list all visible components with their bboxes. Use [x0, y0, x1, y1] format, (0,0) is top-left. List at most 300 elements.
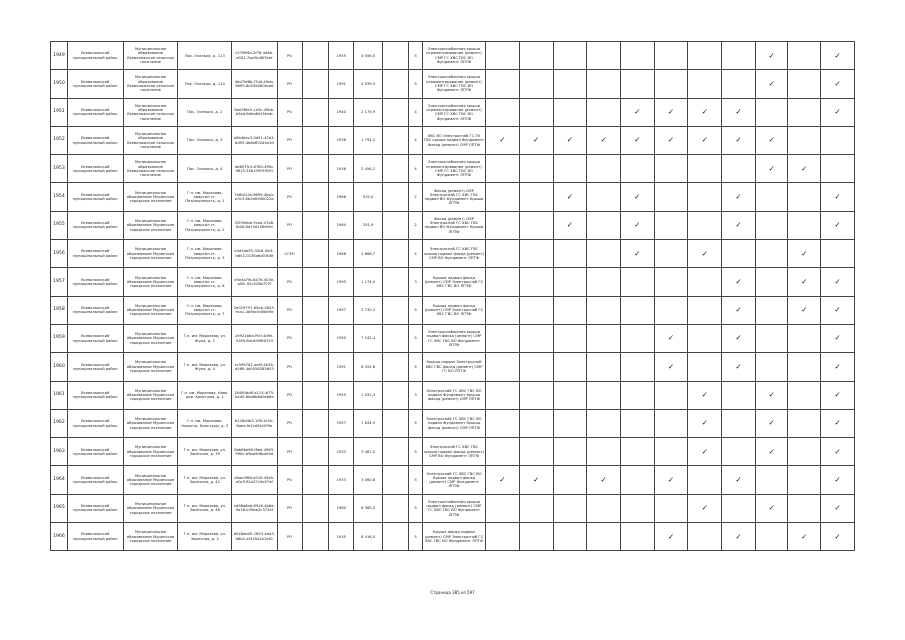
check-cell	[519, 42, 553, 70]
check-cell	[486, 240, 520, 268]
guid-cell: d0ae3f88-e918-49e5-a0c5-81a57c0e57af	[232, 466, 277, 494]
check-cell	[722, 183, 756, 211]
check-cell	[620, 126, 654, 154]
checkmark-icon: ✓	[834, 446, 841, 456]
checkmark-icon: ✓	[834, 503, 841, 513]
check-cell	[755, 268, 788, 296]
check-cell	[587, 296, 621, 324]
year-cell: 1940	[329, 98, 354, 126]
check-cell	[553, 42, 587, 70]
check-cell	[688, 523, 722, 551]
check-cell	[688, 98, 722, 126]
municipality-cell: Муниципальное образование Муринское городское поселение	[123, 324, 178, 352]
checkmark-icon: ✓	[834, 220, 841, 230]
row-number: 1954	[51, 183, 68, 211]
check-cell	[654, 240, 688, 268]
check-cell	[486, 466, 520, 494]
area-cell: 1 032,3	[354, 381, 382, 409]
row-number: 1951	[51, 98, 68, 126]
guid-cell: 8ab8be96-f6ea-4963-990c-b9ba9d8cde5d	[232, 438, 277, 466]
check-cell	[722, 438, 756, 466]
checkmark-icon: ✓	[701, 503, 708, 513]
table-row	[51, 438, 855, 466]
area-cell: 1 794,2	[354, 126, 382, 154]
check-cell	[654, 211, 688, 239]
check-cell	[688, 42, 722, 70]
area-cell: 6 365,0	[354, 494, 382, 522]
check-cell	[821, 42, 855, 70]
works-list-cell: ХВС ВО Электроснаб ГС ПУ ГВС крыша подвал Фундамент Фасад (ремонт) СМР ЛПТФ	[422, 126, 485, 154]
address-cell: Г.п. им. Морозова, квартал ст. Петрокрепость, д. 2	[178, 211, 232, 239]
checkmark-icon: ✓	[735, 135, 742, 145]
district-cell: Всеволожский муниципальный район	[67, 211, 123, 239]
year-cell: 1936	[329, 126, 354, 154]
municipality-cell: Муниципальное образование Муринское городское поселение	[123, 409, 178, 437]
year-cell: 1955	[329, 381, 354, 409]
checkmark-icon: ✓	[834, 50, 841, 60]
check-cell	[688, 211, 722, 239]
check-cell	[519, 523, 553, 551]
check-cell	[821, 466, 855, 494]
empty-cell	[302, 438, 328, 466]
table-row	[51, 296, 855, 324]
check-cell	[821, 409, 855, 437]
municipality-cell: Муниципальное образование Всеволожское сельское поселение	[123, 155, 178, 183]
check-cell	[620, 324, 654, 352]
check-cell	[620, 70, 654, 98]
works-list-cell: Электроснаб ГС ХВС ГВС крыша подвал фасад (ремонт) СМР ВО Фундамент ЛПТФ	[422, 240, 485, 268]
works-list-cell: Электроснаб ГС ХВС ГВС крыша подвал фасад (ремонт) СМР ВО Фундамент ЛПТФ	[422, 438, 485, 466]
checkmark-icon: ✓	[834, 191, 841, 201]
checkmark-icon: ✓	[701, 135, 708, 145]
ownership-form-cell: РО	[277, 268, 302, 296]
check-cell	[587, 42, 621, 70]
empty-cell	[302, 211, 328, 239]
empty-cell	[302, 324, 328, 352]
check-cell	[620, 296, 654, 324]
row-number: 1959	[51, 324, 68, 352]
floors-cell: 5	[409, 409, 423, 437]
address-cell: Г.п. им. Морозова, квартал ст. Петрокрепость, д. 7	[178, 296, 232, 324]
check-cell	[654, 155, 688, 183]
ownership-form-cell: РО	[277, 409, 302, 437]
works-list-cell: Электроснабжения крыши подвал фасад (ремонт) СМР ГС ХВС ГВС ВО Фундамент ЛПТФ	[422, 494, 485, 522]
year-cell: 1991	[329, 353, 354, 381]
check-cell	[486, 268, 520, 296]
ownership-form-cell: РО	[277, 98, 302, 126]
works-list-cell: Крыша подвал фасад (ремонт) СМР Электроснаб ГС ХВС ГВС ВО ЛПТФ	[422, 268, 485, 296]
check-cell	[821, 240, 855, 268]
empty-cell	[302, 240, 328, 268]
guid-cell: c27f8f4a-2f76-4d8b-a052-7aa3b48f5cef	[232, 42, 277, 70]
check-cell	[620, 240, 654, 268]
check-cell	[654, 353, 688, 381]
check-cell	[519, 381, 553, 409]
floors-cell: 5	[409, 42, 423, 70]
check-cell	[620, 155, 654, 183]
check-cell	[654, 494, 688, 522]
year-cell: 1935	[329, 523, 354, 551]
table-row	[51, 42, 855, 70]
table-row	[51, 466, 855, 494]
check-cell	[620, 211, 654, 239]
empty-cell	[302, 523, 328, 551]
address-cell: Г.п. им. Морозова, Ново-деи. Кристуры, д. 1	[178, 381, 232, 409]
row-number: 1965	[51, 494, 68, 522]
check-cell	[722, 98, 756, 126]
table-row	[51, 155, 855, 183]
district-cell: Всеволожский муниципальный район	[67, 240, 123, 268]
guid-cell: e5e4a7fb-847d-403e-a5fc-92c528b707f	[232, 268, 277, 296]
check-cell	[821, 211, 855, 239]
check-cell	[755, 155, 788, 183]
check-cell	[722, 381, 756, 409]
checkmark-icon: ✓	[801, 531, 808, 541]
empty-cell	[382, 494, 408, 522]
check-cell	[722, 523, 756, 551]
checkmark-icon: ✓	[735, 305, 742, 315]
guid-cell: b226d4b3-1f5f-4c2b-8aee-fe2cd5b1f09a	[232, 409, 277, 437]
ownership-form-cell: РП	[277, 438, 302, 466]
ownership-form-cell: РО	[277, 211, 302, 239]
check-cell	[688, 126, 722, 154]
address-cell: Пос. Осельки, д. 3	[178, 126, 232, 154]
area-cell: 2 730,3	[354, 296, 382, 324]
checkmark-icon: ✓	[600, 474, 607, 484]
checkmark-icon: ✓	[667, 107, 675, 117]
year-cell: 1936	[329, 155, 354, 183]
empty-cell	[302, 494, 328, 522]
ownership-form-cell: РО	[277, 126, 302, 154]
register-table	[50, 41, 855, 551]
check-cell	[755, 353, 788, 381]
table-row	[51, 324, 855, 352]
guid-cell: d048ab09-1653-4ad3-b6b2-a5f18a1b1e61	[232, 523, 277, 551]
empty-cell	[382, 126, 408, 154]
empty-cell	[382, 466, 408, 494]
municipality-cell: Муниципальное образование Всеволожское сельское поселение	[123, 70, 178, 98]
check-cell	[755, 494, 788, 522]
check-cell	[688, 324, 722, 352]
year-cell: 1991	[329, 70, 354, 98]
empty-cell	[302, 296, 328, 324]
check-cell	[654, 409, 688, 437]
check-cell	[519, 183, 553, 211]
check-cell	[587, 494, 621, 522]
guid-cell: 8a05f6e5-1a3c-49bb-b5ad-8d0a6e2f4ddc	[232, 98, 277, 126]
check-cell	[821, 353, 855, 381]
check-cell	[654, 268, 688, 296]
address-cell: Г.п. им. Морозова, квартал ст. Петрокрепость, д. 3	[178, 240, 232, 268]
ownership-form-cell: РО	[277, 183, 302, 211]
check-cell	[654, 42, 688, 70]
empty-cell	[382, 240, 408, 268]
works-list-cell: Фасад (ремонт) СМР Электроснаб ГС ХВС ГВС подвал ВО Фундамент Крыша ЛПТФ	[422, 211, 485, 239]
table-row	[51, 211, 855, 239]
district-cell: Всеволожский муниципальный район	[67, 381, 123, 409]
works-list-cell: Крыша подвал Электроснаб ХВС ГВС фасад (ремонт) СМР ГС ВО ЛПТФ	[422, 353, 485, 381]
empty-cell	[382, 438, 408, 466]
check-cell	[519, 438, 553, 466]
check-cell	[755, 183, 788, 211]
check-cell	[821, 126, 855, 154]
check-cell	[688, 353, 722, 381]
check-cell	[654, 466, 688, 494]
works-list-cell: Электроснабжения крыши отремонтирование (ремонт) СМР ГС ХВС ГВС ВО Фундамент ЛПТФ	[422, 42, 485, 70]
municipality-cell: Муниципальное образование Муринское городское поселение	[123, 494, 178, 522]
checkmark-icon: ✓	[801, 248, 808, 258]
check-cell	[486, 494, 520, 522]
floors-cell: 4	[409, 98, 423, 126]
checkmark-icon: ✓	[801, 276, 808, 286]
checkmark-icon: ✓	[768, 503, 775, 513]
address-cell: Пос. Осельки, д. 4	[178, 155, 232, 183]
ownership-form-cell: РО	[277, 353, 302, 381]
check-cell	[722, 126, 756, 154]
check-cell	[755, 126, 788, 154]
district-cell: Всеволожский муниципальный район	[67, 438, 123, 466]
check-cell	[788, 494, 821, 522]
check-cell	[688, 240, 722, 268]
year-cell: 1980	[329, 494, 354, 522]
address-cell: Г.п. им. Морозова, Новостр. Кристуры, д. 3	[178, 409, 232, 437]
checkmark-icon: ✓	[834, 531, 841, 541]
checkmark-icon: ✓	[834, 333, 841, 343]
check-cell	[788, 324, 821, 352]
row-number: 1966	[51, 523, 68, 551]
floors-cell: 5	[409, 494, 423, 522]
check-cell	[788, 155, 821, 183]
area-cell: 532,0	[354, 183, 382, 211]
check-cell	[486, 409, 520, 437]
row-number: 1949	[51, 42, 68, 70]
municipality-cell: Муниципальное образование Муринское городское поселение	[123, 466, 178, 494]
floors-cell: 5	[409, 353, 423, 381]
check-cell	[519, 296, 553, 324]
address-cell: Пос. Осельки, д. 114	[178, 70, 232, 98]
checkmark-icon: ✓	[768, 163, 775, 173]
check-cell	[519, 494, 553, 522]
address-cell: Пос. Осельки, д. 113	[178, 42, 232, 70]
check-cell	[620, 494, 654, 522]
year-cell: 1997	[329, 296, 354, 324]
municipality-cell: Муниципальное образование Всеволожское сельское поселение	[123, 126, 178, 154]
check-cell	[788, 70, 821, 98]
check-cell	[587, 155, 621, 183]
check-cell	[553, 409, 587, 437]
ownership-form-cell: РО	[277, 494, 302, 522]
check-cell	[553, 155, 587, 183]
check-cell	[553, 494, 587, 522]
works-list-cell: Электроснабжения крыши отремонтирование (ремонт) СМР ГС ХВС ГВС ВО Фундамент ЛПТФ	[422, 155, 485, 183]
empty-cell	[382, 523, 408, 551]
check-cell	[486, 324, 520, 352]
check-cell	[587, 353, 621, 381]
checkmark-icon: ✓	[667, 474, 675, 484]
check-cell	[755, 98, 788, 126]
area-cell: 2 668,7	[354, 240, 382, 268]
guid-cell: 7b8fd12b-6695-4be1-b3c3-6b2d09d0022a	[232, 183, 277, 211]
check-cell	[788, 211, 821, 239]
district-cell: Всеволожский муниципальный район	[67, 155, 123, 183]
municipality-cell: Муниципальное образование Муринское городское поселение	[123, 438, 178, 466]
ownership-form-cell: РО	[277, 324, 302, 352]
checkmark-icon: ✓	[701, 390, 708, 400]
check-cell	[788, 42, 821, 70]
year-cell: 1964	[329, 211, 354, 239]
check-cell	[722, 296, 756, 324]
area-cell: 3 467,0	[354, 438, 382, 466]
checkmark-icon: ✓	[634, 248, 641, 258]
check-cell	[587, 240, 621, 268]
check-cell	[688, 494, 722, 522]
check-cell	[654, 296, 688, 324]
year-cell: 1950	[329, 324, 354, 352]
address-cell: Г.п. им. Морозова, ул. Заречная, д. 46	[178, 494, 232, 522]
municipality-cell: Муниципальное образование Муринское городское поселение	[123, 296, 178, 324]
check-cell	[688, 268, 722, 296]
checkmark-icon: ✓	[735, 220, 742, 230]
check-cell	[755, 296, 788, 324]
check-cell	[486, 126, 520, 154]
row-number: 1961	[51, 381, 68, 409]
empty-cell	[302, 466, 328, 494]
guid-cell: 2e921bbd-f9cf-4d9e-9169-84cd958f0319	[232, 324, 277, 352]
checkmark-icon: ✓	[834, 390, 841, 400]
check-cell	[587, 466, 621, 494]
table-row	[51, 98, 855, 126]
check-cell	[654, 381, 688, 409]
check-cell	[553, 466, 587, 494]
register-rows	[51, 42, 855, 551]
check-cell	[821, 268, 855, 296]
check-cell	[688, 183, 722, 211]
checkmark-icon: ✓	[768, 390, 775, 400]
table-row	[51, 381, 855, 409]
area-cell: 8 524,8	[354, 353, 382, 381]
row-number: 1953	[51, 155, 68, 183]
municipality-cell: Муниципальное образование Всеволожское сельское поселение	[123, 42, 178, 70]
check-cell	[788, 183, 821, 211]
check-cell	[722, 211, 756, 239]
table-row	[51, 353, 855, 381]
check-cell	[620, 353, 654, 381]
works-list-cell: Электроснабжения крыши отремонтирование (ремонт) СМР ГС ХВС ГВС ВО Фундамент ЛПТФ	[422, 70, 485, 98]
floors-cell: 2	[409, 211, 423, 239]
check-cell	[755, 409, 788, 437]
check-cell	[519, 155, 553, 183]
check-cell	[553, 438, 587, 466]
area-cell: 6 416,0	[354, 523, 382, 551]
empty-cell	[382, 268, 408, 296]
district-cell: Всеволожский муниципальный район	[67, 70, 123, 98]
table-row	[51, 409, 855, 437]
ownership-form-cell: РО	[277, 381, 302, 409]
floors-cell: 3	[409, 381, 423, 409]
check-cell	[486, 183, 520, 211]
checkmark-icon: ✓	[801, 305, 808, 315]
address-cell: Г.п. им. Морозова, ул. Заречная, д. 2	[178, 523, 232, 551]
empty-cell	[302, 381, 328, 409]
checkmark-icon: ✓	[834, 276, 841, 286]
check-cell	[553, 183, 587, 211]
check-cell	[722, 353, 756, 381]
municipality-cell: Муниципальное образование Муринское городское поселение	[123, 183, 178, 211]
municipality-cell: Муниципальное образование Муринское городское поселение	[123, 353, 178, 381]
check-cell	[788, 466, 821, 494]
row-number: 1964	[51, 466, 68, 494]
check-cell	[519, 466, 553, 494]
address-cell: Г.п. им. Морозова, ул. Заречная, д. 42	[178, 466, 232, 494]
check-cell	[587, 268, 621, 296]
checkmark-icon: ✓	[735, 333, 742, 343]
checkmark-icon: ✓	[566, 135, 574, 145]
check-cell	[821, 98, 855, 126]
empty-cell	[382, 409, 408, 437]
check-cell	[486, 296, 520, 324]
check-cell	[553, 296, 587, 324]
check-cell	[788, 523, 821, 551]
ownership-form-cell: РО	[277, 523, 302, 551]
check-cell	[755, 381, 788, 409]
municipality-cell: Муниципальное образование Муринское городское поселение	[123, 211, 178, 239]
empty-cell	[382, 381, 408, 409]
check-cell	[755, 211, 788, 239]
check-cell	[519, 211, 553, 239]
area-cell: 3 060,6	[354, 466, 382, 494]
empty-cell	[382, 42, 408, 70]
empty-cell	[302, 353, 328, 381]
works-list-cell: Электроснабжения крыши подвал фасад (ремонт) СМР ГС ХВС ГВС ВО Фундамент ЛПТФ	[422, 324, 485, 352]
works-list-cell: Электроснаб ГС ХВС ГВС ВО подвал Фундамент Крыша фасад (ремонт) СМР ЛПТФ	[422, 381, 485, 409]
check-cell	[722, 409, 756, 437]
check-cell	[620, 42, 654, 70]
floors-cell: 3	[409, 268, 423, 296]
check-cell	[587, 183, 621, 211]
address-cell: Пос. Осельки, д. 2	[178, 98, 232, 126]
row-number: 1952	[51, 126, 68, 154]
address-cell: Г.п. им. Морозова, квартал ст. Петрокрепость, д. 1	[178, 183, 232, 211]
check-cell	[620, 466, 654, 494]
municipality-cell: Муниципальное образование Муринское городское поселение	[123, 268, 178, 296]
check-cell	[519, 98, 553, 126]
checkmark-icon: ✓	[634, 220, 641, 230]
check-cell	[486, 353, 520, 381]
floors-cell: 5	[409, 466, 423, 494]
checkmark-icon: ✓	[834, 361, 841, 371]
works-list-cell: Электроснабжения крыши отремонтирование (ремонт) СМР ГС ХВС ГВС ВО Фундамент ЛПТФ	[422, 98, 485, 126]
district-cell: Всеволожский муниципальный район	[67, 296, 123, 324]
checkmark-icon: ✓	[768, 78, 775, 88]
row-number: 1955	[51, 211, 68, 239]
year-cell: 1933	[329, 466, 354, 494]
checkmark-icon: ✓	[499, 135, 506, 145]
works-list-cell: Электроснаб ГС ХВС ГВС ВО подвал Фундамент Крыша фасад (ремонт) СМР ЛПТФ	[422, 409, 485, 437]
check-cell	[553, 126, 587, 154]
row-number: 1956	[51, 240, 68, 268]
floors-cell: 5	[409, 70, 423, 98]
check-cell	[620, 268, 654, 296]
check-cell	[587, 523, 621, 551]
district-cell: Всеволожский муниципальный район	[67, 183, 123, 211]
checkmark-icon: ✓	[834, 78, 841, 88]
district-cell: Всеволожский муниципальный район	[67, 268, 123, 296]
checkmark-icon: ✓	[735, 276, 742, 286]
guid-cell: 18460dd8-a115-4f75-b4d5-8bb8b6a0ab6e	[232, 381, 277, 409]
check-cell	[587, 409, 621, 437]
floors-cell: 2	[409, 183, 423, 211]
table-row	[51, 183, 855, 211]
